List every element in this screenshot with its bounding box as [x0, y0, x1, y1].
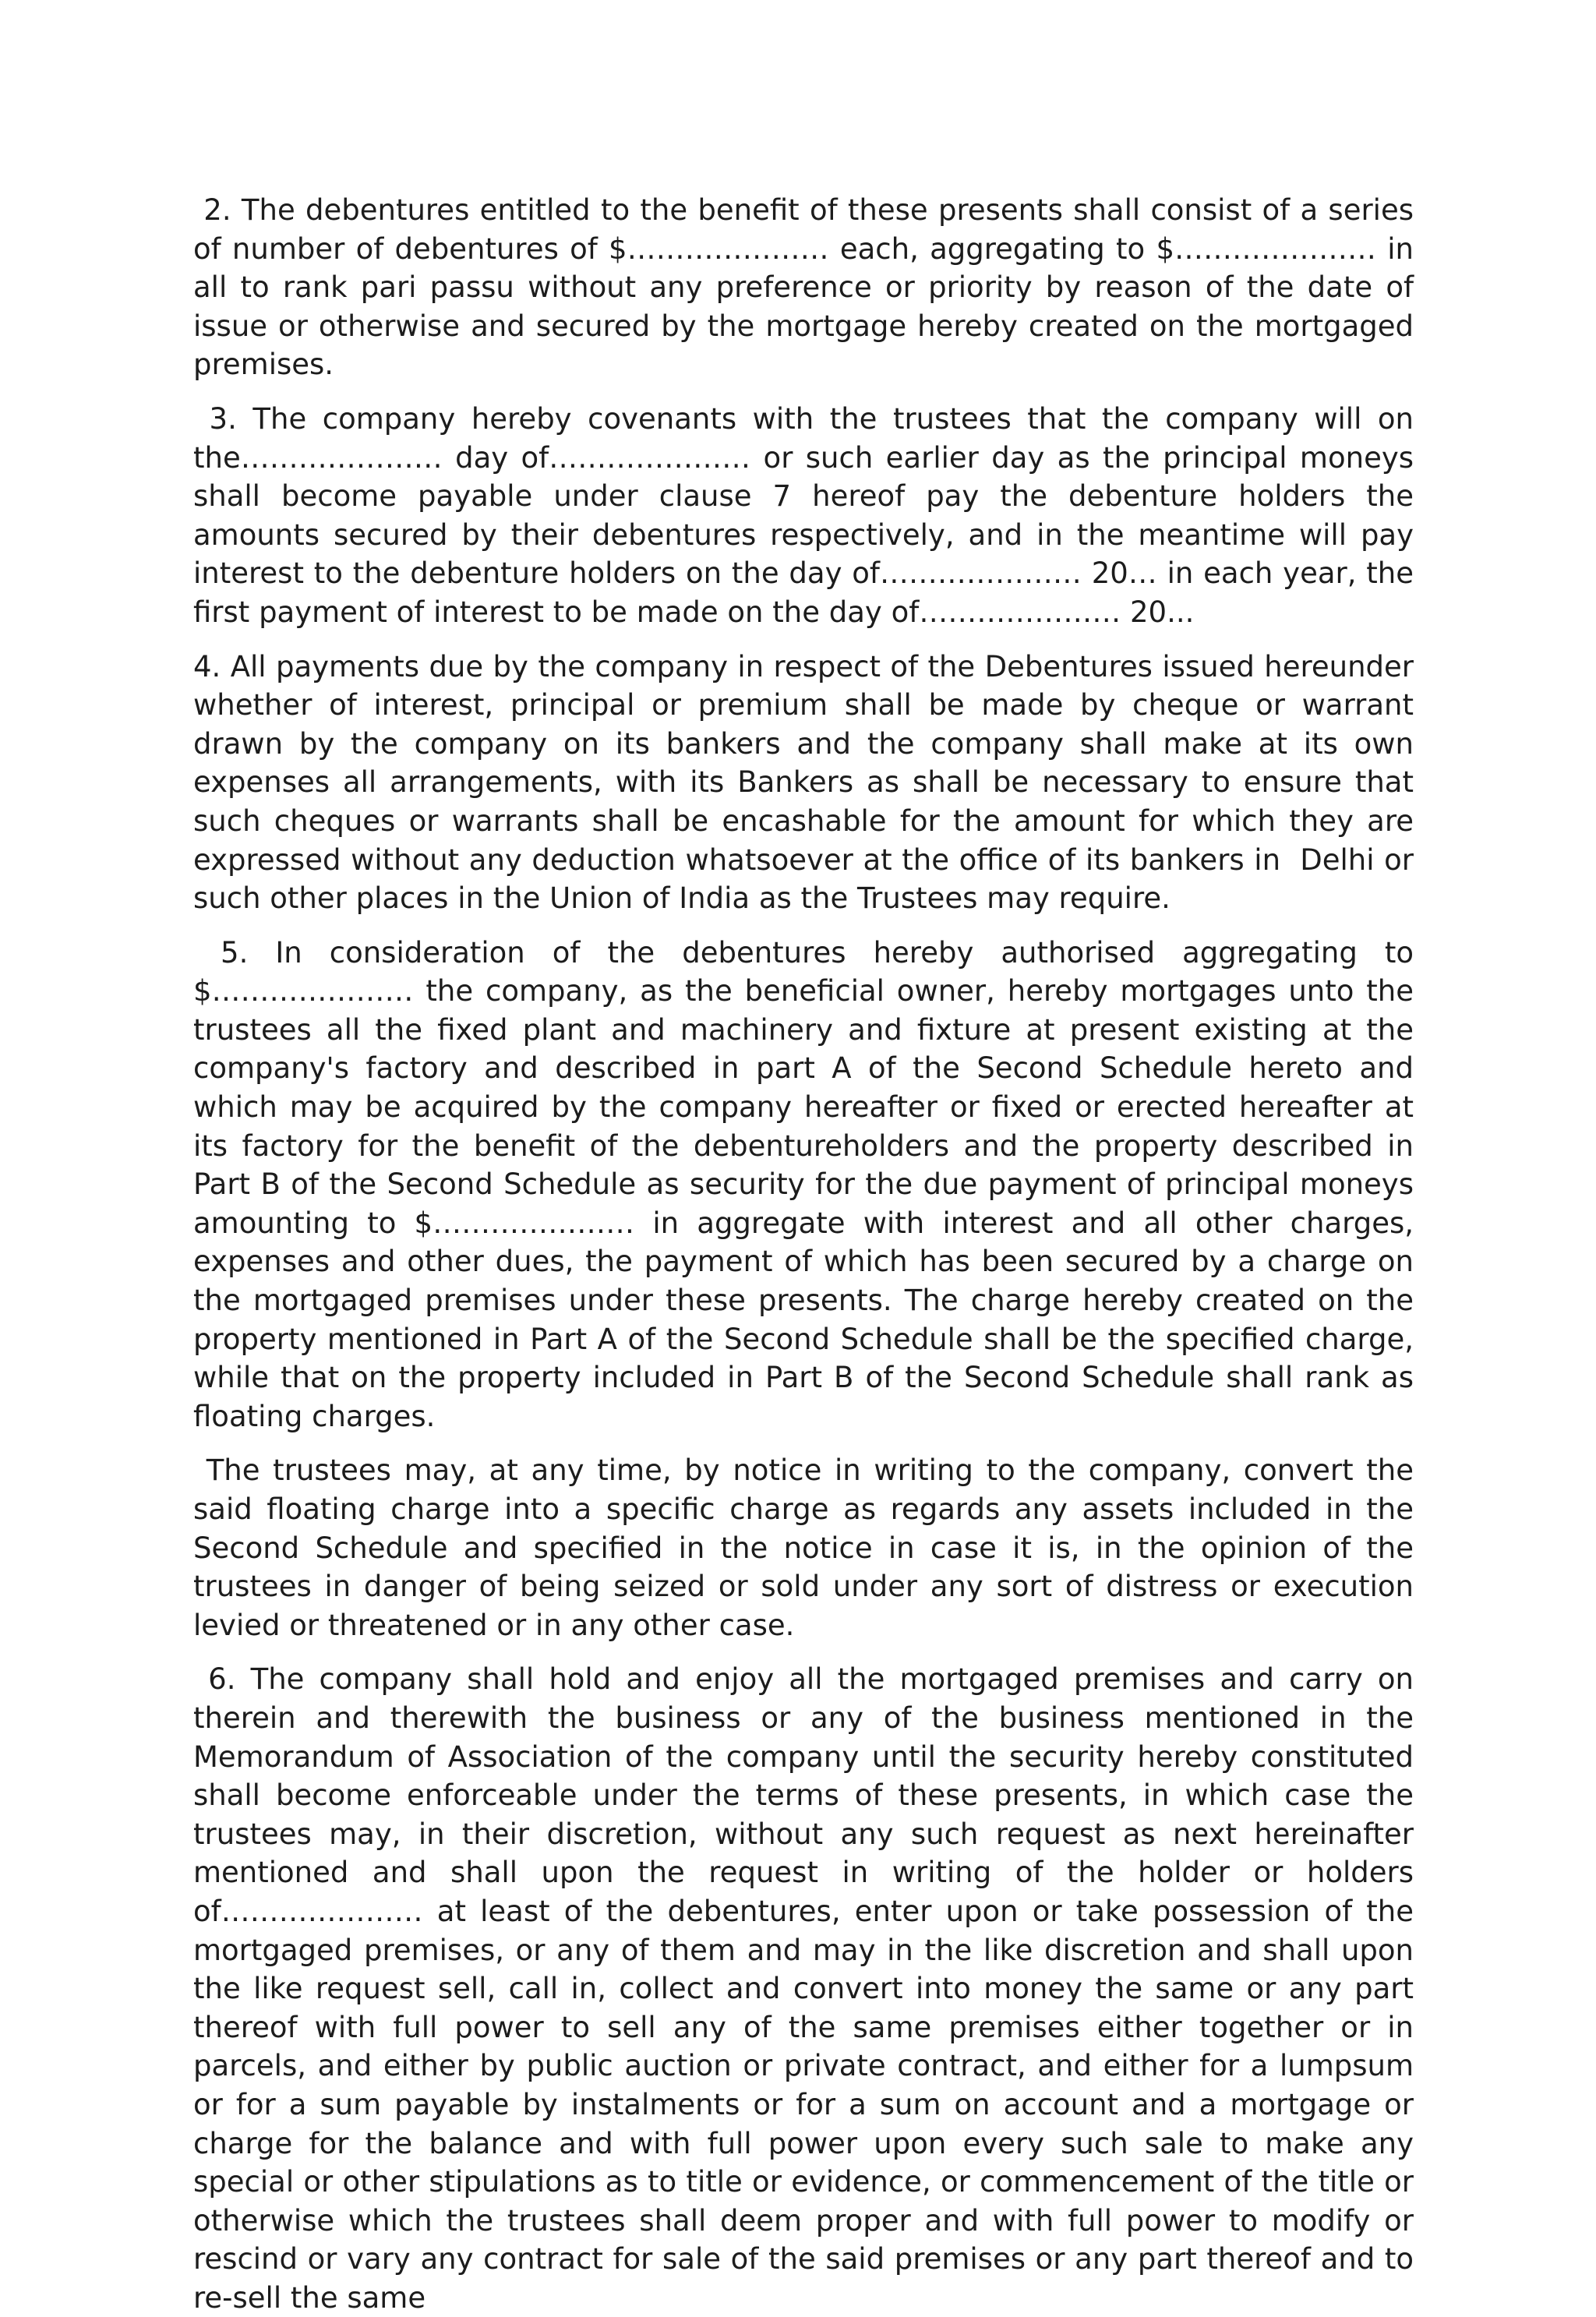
clause-4-paragraph: 4. All payments due by the company in respect of the Debentures issued hereunder whether of interest, principal or premium shall be made by cheque or warrant drawn by the company on its bankers and the company shall make at its own expenses all arrangements, with its Bankers as shall be necessary to ensure that such cheques or warrants shall be encashable for the amount for which they are expressed without any deduction whatsoever at the office of its bankers in Delhi or such other places in the Union of India as the Trustees may require. — [193, 649, 1423, 916]
clause-2-paragraph: 2. The debentures entitled to the benefit of these presents shall consist of a series of number of debentures of $………………… each, aggregating to $………………… in all to rank pari passu without any preference or priority by reason of the date of issue or otherwise and secured by the mortgage hereby created on the mortgaged premises. — [193, 193, 1423, 382]
document-body — [193, 191, 1423, 2317]
clause-6-paragraph: 6. The company shall hold and enjoy all the mortgaged premises and carry on therein and therewith the business or any of the business mentioned in the Memorandum of Association of the company until the security hereby constituted shall become enforceable under the terms of these presents, in which case the trustees may, in their discretion, without any such request as next hereinafter mentioned and shall upon the request in writing of the holder or holders of………………… at least of the debentures, enter upon or take possession of the mortgaged premises, or any of them and may in the like discretion and shall upon the like request sell, call in, collect and convert into money the same or any part thereof with full power to sell any of the same premises either together or in parcels, and either by public auction or private contract, and either for a lumpsum or for a sum payable by instalments or for a sum on account and a mortgage or charge for the balance and with full power upon every such sale to make any special or other stipulations as to title or evidence, or commencement of the title or otherwise which the trustees shall deem proper and with full power to modify or rescind or vary any contract for sale of the said premises or any part thereof and to re-sell the same — [193, 1662, 1423, 2315]
floating-charge-paragraph: The trustees may, at any time, by notice in writing to the company, convert the said floating charge into a specific charge as regards any assets included in the Second Schedule and specified in the notice in case it is, in the opinion of the trustees in danger of being seized or sold under any sort of distress or execution levied or threatened or in any other case. — [193, 1453, 1423, 1642]
clause-3-paragraph: 3. The company hereby covenants with the trustees that the company will on the………………… day of………………… or such earlier day as the principal moneys shall become payable under clause 7 hereof pay the debenture holders the amounts secured by their debentures respectively, and in the meantime will pay interest to the debenture holders on the day of………………… 20… in each year, the first payment of interest to be made on the day of………………… 20... — [193, 401, 1423, 629]
clause-5-paragraph: 5. In consideration of the debentures hereby authorised aggregating to $………………… the company, as the beneficial owner, hereby mortgages unto the trustees all the fixed plant and machinery and fixture at present existing at the company's factory and described in part A of the Second Schedule hereto and which may be acquired by the company hereafter or fixed or erected hereafter at its factory for the benefit of the debentureholders and the property described in Part B of the Second Schedule as security for the due payment of principal moneys amounting to $………………… in aggregate with interest and all other charges, expenses and other dues, the payment of which has been secured by a charge on the mortgaged premises under these presents. The charge hereby created on the property mentioned in Part A of the Second Schedule shall be the specified charge, while that on the property included in Part B of the Second Schedule shall rank as floating charges. — [193, 935, 1423, 1433]
